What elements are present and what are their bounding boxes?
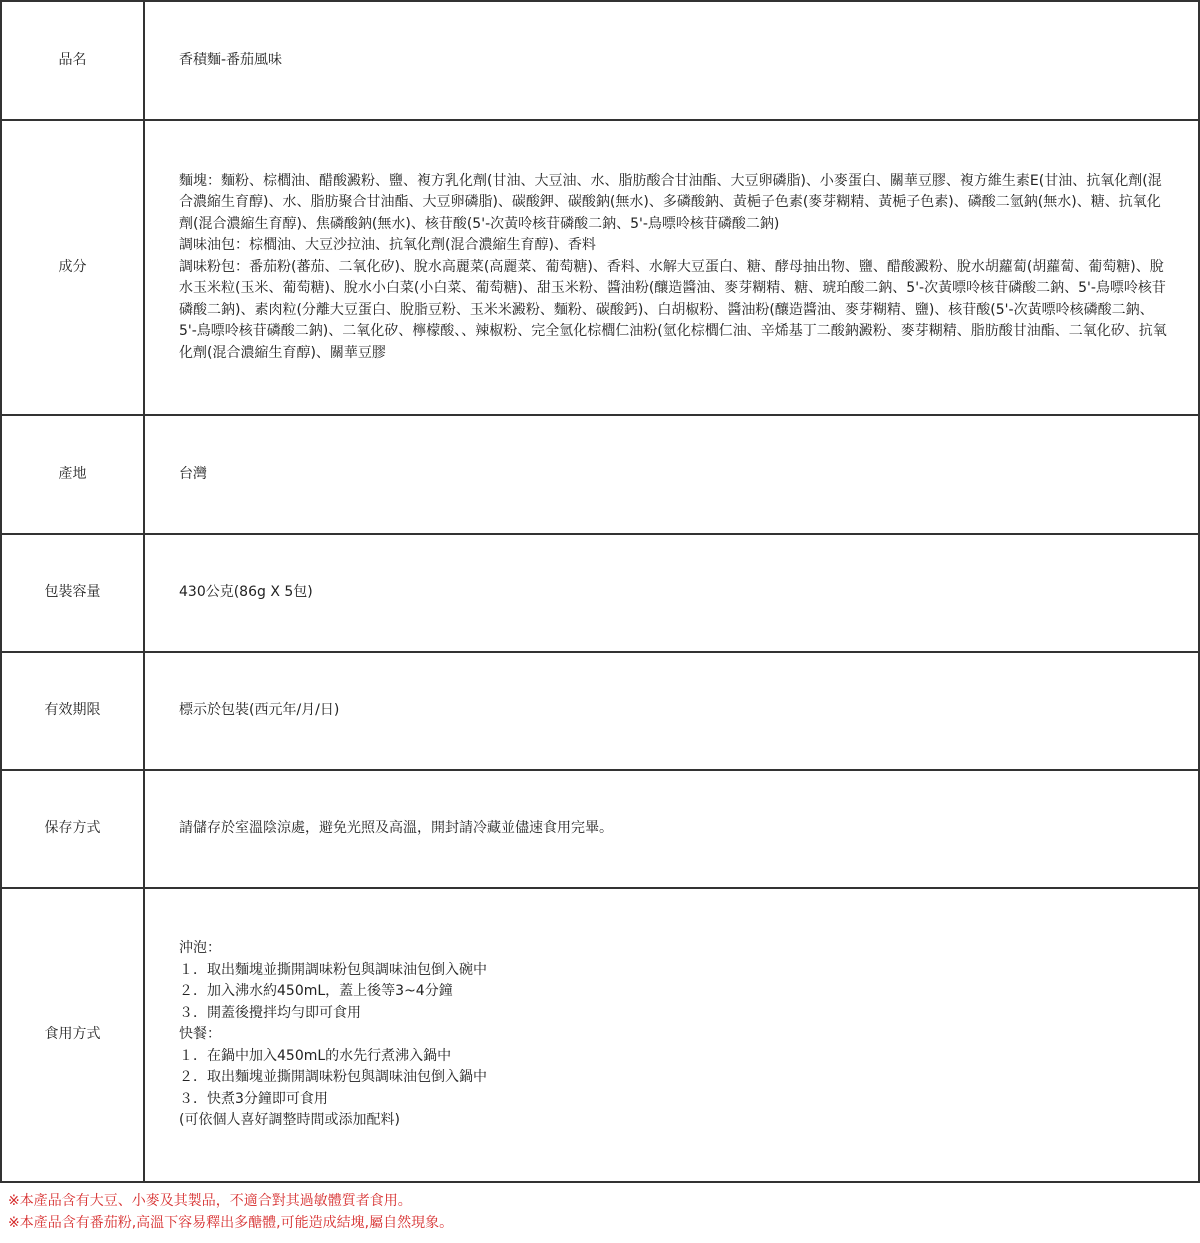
expiry-value — [144, 652, 1199, 770]
storage-value — [144, 770, 1199, 888]
ingredients-label: 成分 — [1, 120, 144, 415]
product-name-text: 香積麵-番茄風味 — [179, 51, 283, 68]
origin-value — [144, 415, 1199, 534]
row-package-size — [1, 534, 1199, 652]
expiry-text: 標示於包裝(西元年/月/日) — [179, 702, 340, 719]
row-origin — [1, 415, 1199, 534]
row-ingredients — [1, 120, 1199, 415]
usage-label: 食用方式 — [1, 888, 144, 1182]
allergen-notes — [8, 1190, 1188, 1234]
usage-line: (可依個人喜好調整時間或添加配料) — [179, 1112, 400, 1129]
usage-line: ２．加入沸水約450mL，蓋上後等3~4分鐘 — [179, 983, 453, 1000]
origin-label: 產地 — [1, 415, 144, 534]
product-name-label: 品名 — [1, 1, 144, 120]
storage-label: 保存方式 — [1, 770, 144, 888]
allergen-note: ※本產品含有大豆、小麥及其製品，不適合對其過敏體質者食用。 — [8, 1193, 412, 1209]
package-size-value — [144, 534, 1199, 652]
ingredients-seasoning-powder: 調味粉包：番茄粉(蕃茄、二氧化矽)、脫水高麗菜(高麗菜、葡萄糖)、香料、水解大豆蛋白、糖、酵母抽出物、鹽、醋酸澱粉、脫水胡蘿蔔(胡蘿蔔、葡萄糖)、脫水玉米粒(玉米、葡萄糖)、脫水小白菜(小白菜、葡萄糖)、甜玉米粉、醬油粉(釀造醬油、麥芽糊精、糖、琥珀酸二鈉、5'-次黃嘌呤核苷磷酸二鈉、5'-鳥嘌呤核苷磷酸二鈉)、素肉粒(分離大豆蛋白、脫脂豆粉、玉米米澱粉、麵粉、碳酸鈣)、白胡椒粉、醬油粉(釀造醬油、麥芽糊精、鹽)、核苷酸(5'-次黃嘌呤核磷酸二鈉、5'-鳥嘌呤核苷磷酸二鈉)、二氧化矽、檸檬酸、、辣椒粉、完全氫化棕櫚仁油粉(氫化棕櫚仁油、辛烯基丁二酸鈉澱粉、麥芽糊精、脂肪酸甘油酯、二氧化矽、抗氧化劑(混合濃縮生育醇)、關華豆膠 — [179, 258, 1167, 361]
row-usage — [1, 888, 1199, 1182]
usage-line: １．在鍋中加入450mL的水先行煮沸入鍋中 — [179, 1047, 452, 1064]
caking-note: ※本產品含有番茄粉,高溫下容易釋出多醣體,可能造成結塊,屬自然現象。 — [8, 1215, 454, 1231]
package-size-text: 430公克(86g X 5包) — [179, 584, 313, 601]
usage-line: １．取出麵塊並撕開調味粉包與調味油包倒入碗中 — [179, 961, 487, 978]
product-name-value — [144, 1, 1199, 120]
row-storage — [1, 770, 1199, 888]
expiry-label: 有效期限 — [1, 652, 144, 770]
row-product-name — [1, 1, 1199, 120]
ingredients-value — [144, 120, 1199, 415]
package-size-label: 包裝容量 — [1, 534, 144, 652]
row-expiry — [1, 652, 1199, 770]
usage-line: 沖泡： — [179, 940, 221, 957]
usage-line: ３．快煮3分鐘即可食用 — [179, 1090, 328, 1107]
usage-value — [144, 888, 1199, 1182]
storage-text: 請儲存於室溫陰涼處，避免光照及高溫，開封請冷藏並儘速食用完畢。 — [179, 820, 613, 837]
ingredients-noodle-block: 麵塊：麵粉、棕櫚油、醋酸澱粉、鹽、複方乳化劑(甘油、大豆油、水、脂肪酸合甘油酯、大豆卵磷脂)、小麥蛋白、關華豆膠、複方維生素E(甘油、抗氧化劑(混合濃縮生育醇)、水、脂肪聚合甘油酯、大豆卵磷脂)、碳酸鉀、碳酸鈉(無水)、多磷酸鈉、黃梔子色素(麥芽糊精、黃梔子色素)、磷酸二氫鈉(無水)、糖、抗氧化劑(混合濃縮生育醇)、焦磷酸鈉(無水)、核苷酸(5'-次黃呤核苷磷酸二鈉、5'-鳥嘌呤核苷磷酸二鈉) — [179, 172, 1162, 232]
usage-line: 快餐： — [179, 1026, 221, 1043]
origin-text: 台灣 — [179, 465, 207, 482]
usage-line: ３．開蓋後攪拌均勻即可食用 — [179, 1004, 361, 1021]
ingredients-seasoning-oil: 調味油包：棕櫚油、大豆沙拉油、抗氧化劑(混合濃縮生育醇)、香料 — [179, 237, 596, 254]
usage-line: ２．取出麵塊並撕開調味粉包與調味油包倒入鍋中 — [179, 1069, 487, 1086]
